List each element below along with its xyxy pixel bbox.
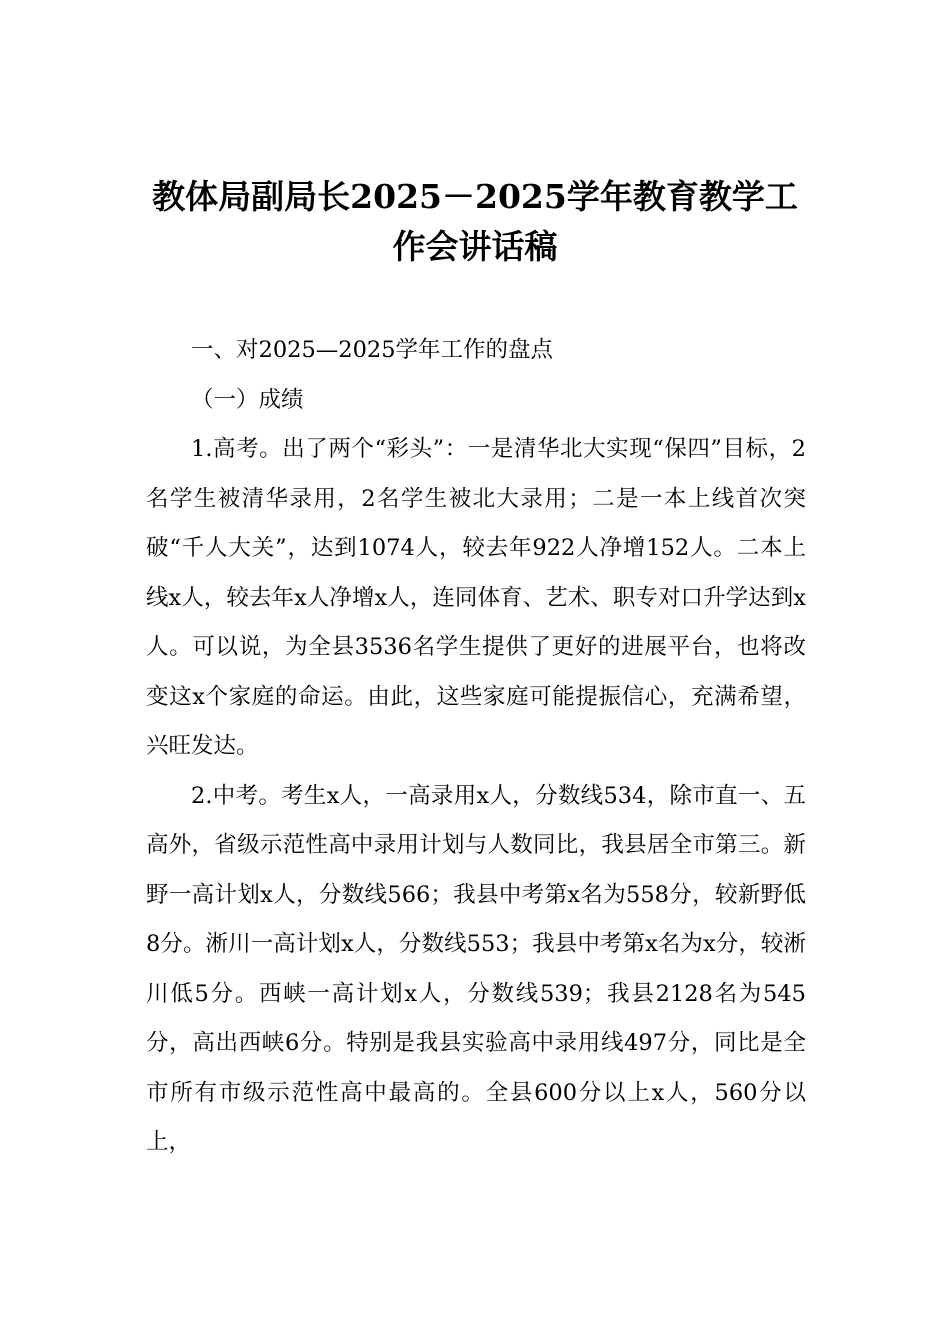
document-title: 教体局副局长2025－2025学年教育教学工作会讲话稿: [152, 177, 798, 266]
sub-heading: （一）成绩: [191, 386, 304, 413]
section-heading: 一、对2025—2025学年工作的盘点: [191, 337, 554, 363]
document-body: [146, 326, 806, 1168]
paragraph-zhongkao: 2.中考。考生x人，一高录用x人，分数线534，除市直一、五高外，省级示范性高中录用计划与人数同比，我县居全市第三。新野一高计划x人，分数线566；我县中考第x名为558分，较新野低8分。淅川一高计划x人，分数线553；我县中考第x名为x分，较淅川低5分。西峡一高计划x人，分数线539；我县2128名为545分，高出西峡6分。特别是我县实验高中录用线497分，同比是全市所有市级示范性高中最高的。全县600分以上x人，560分以上，: [146, 782, 806, 1155]
paragraph-gaokao: 1.高考。出了两个“彩头”：一是清华北大实现“保四”目标，2名学生被清华录用，2名学生被北大录用；二是一本上线首次突破“千人大关”，达到1074人，较去年922人净增152人。二本上线x人，较去年x人净增x人，连同体育、艺术、职专对口升学达到x人。可以说，为全县3536名学生提供了更好的进展平台，也将改变这x个家庭的命运。由此，这些家庭可能提振信心，充满希望，兴旺发达。: [146, 436, 806, 759]
